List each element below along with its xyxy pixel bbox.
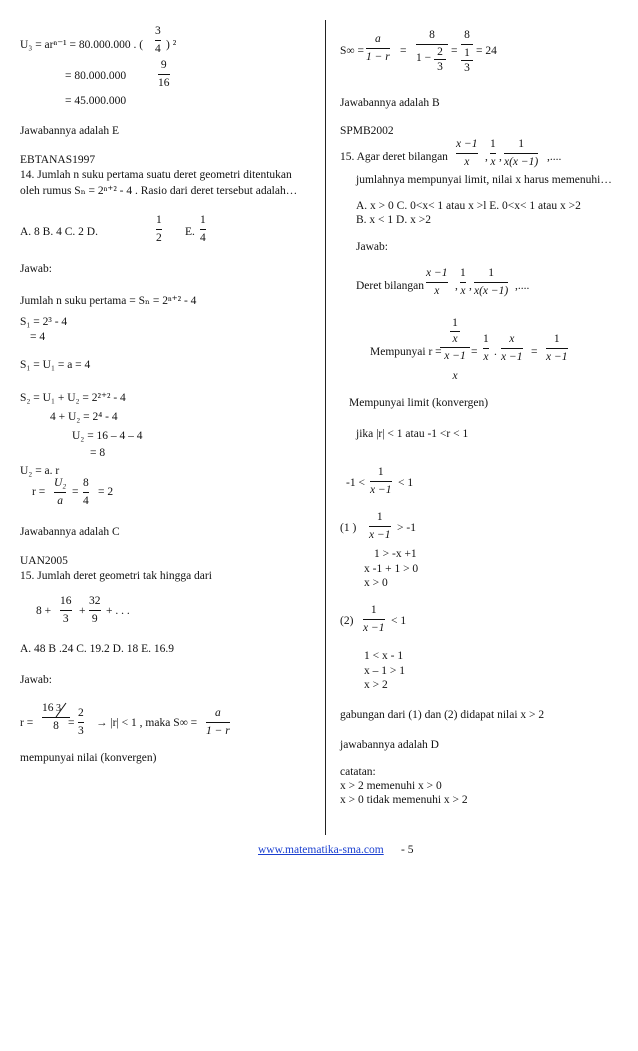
page-number: - 5 [401,844,414,856]
r-fraction-2: 8 4 [83,477,89,507]
r-eq-label: r = [32,486,46,498]
catatan-1: x > 2 memenuhi x > 0 [340,780,442,792]
r-fraction-1: U₂ a [54,477,67,507]
column-divider [325,20,326,835]
spmb-heading: SPMB2002 [340,125,394,137]
s2-line-b: 4 + U₂ = 2⁴ - 4 [50,411,118,423]
case1-tail: > -1 [397,522,416,534]
r2-compound-fraction: 16 3 8 [42,703,70,732]
case2-fraction: 1 x −1 [363,604,385,634]
u3-line1: U₃ = arⁿ⁻¹ = 80.000.000 . ( [20,39,144,51]
jawab-label-right: Jawab: [356,241,388,253]
q14-line2: oleh rumus Sₙ = 2ⁿ⁺² - 4 . Rasio dari deret tersebut adalah… [20,185,298,197]
sinf-label: S∞ = [340,45,364,57]
sinf-fraction-b: 8 1 − 2 3 [416,30,448,72]
r-eq2: = [72,486,79,498]
deret-tail: ,.... [515,280,530,292]
s1-line-b: = 4 [30,331,46,343]
q15-line1: 15. Jumlah deret geometri tak hingga dari [20,570,212,582]
case1-label: (1 ) [340,522,357,534]
q15b-fraction-3: 1 x(x −1) [504,138,539,168]
q14-option-e: E. [185,226,195,238]
q14-option-e-fraction: 1 4 [200,214,206,244]
comma: , [469,280,472,292]
mr-compound-fraction: 1 x x −1 x [440,318,470,382]
q15-fraction-16-3: 16 3 [60,595,72,625]
q14-options: A. 8 B. 4 C. 2 D. [20,226,98,238]
q15-series-end: + . . . [106,605,130,617]
q15-series-plus: + [79,605,86,617]
mr-fraction-4: 1 x −1 [546,333,568,363]
sinf-fraction-c: 8 1 3 [461,30,473,75]
u3-power: ) ² [166,39,177,51]
s2-line-a: S₂ = U₁ + U₂ = 2²⁺² - 4 [20,392,126,404]
mr-fraction-3: x x −1 [501,333,523,363]
mr-dot: . [494,346,497,358]
case1-line4: x > 0 [364,577,388,589]
answer-c: Jawabannya adalah C [20,526,120,538]
ineq-tail: < 1 [398,477,414,489]
q15-options: A. 48 B .24 C. 19.2 D. 18 E. 16.9 [20,643,174,655]
r2-condition: → |r| < 1 , maka S∞ = [96,717,198,729]
q15b-lead: 15. Agar deret bilangan [340,151,448,163]
s1-line-a: S₁ = 2³ - 4 [20,316,68,328]
q14-line1: 14. Jumlah n suku pertama suatu deret geometri ditentukan [20,169,292,181]
ineq-lead: -1 < [346,477,365,489]
sinf-result: = 24 [476,45,497,57]
ineq-fraction: 1 x −1 [370,466,392,496]
u3-line2-fraction: 9 16 [158,59,170,89]
u3-line3: = 45.000.000 [65,95,127,107]
r2-eq2: = [68,717,75,729]
answer-b: Jawabannya adalah B [340,97,440,109]
answer-e: Jawabannya adalah E [20,125,119,137]
s2-line-c: U₂ = 16 – 4 – 4 [72,430,143,442]
mr-eq2: = [531,346,538,358]
r-eq3: = 2 [98,486,114,498]
case2-label: (2) [340,615,354,627]
ebtanas-heading: EBTANAS1997 [20,154,96,166]
r2-fraction-2-3: 2 3 [78,707,84,737]
q15b-fraction-1: x −1 x [456,138,478,168]
u3-line2: = 80.000.000 [65,70,127,82]
gabungan-line: gabungan dari (1) dan (2) didapat nilai x > 2 [340,709,545,721]
case2-tail: < 1 [391,615,407,627]
comma: , [485,151,488,163]
q15b-options-2: B. x < 1 D. x >2 [356,214,431,226]
sn-formula: Jumlah n suku pertama = Sₙ = 2ⁿ⁺² - 4 [20,295,197,307]
case1-line3: x -1 + 1 > 0 [364,563,419,575]
case2-line4: x > 2 [364,679,388,691]
sinf-eq2: = [451,45,458,57]
q15-series-start: 8 + [36,605,52,617]
u2-ar: U₂ = a. r [20,465,60,477]
q15b-tail: ,.... [547,151,562,163]
case2-line2: 1 < x - 1 [364,650,404,662]
slash-mark [54,702,68,718]
mr-eq: = [471,346,478,358]
deret-fraction-2: 1 x [460,267,466,297]
s1-u1-line: S₁ = U₁ = a = 4 [20,359,91,371]
catatan-2: x > 0 tidak memenuhi x > 2 [340,794,468,806]
sinf-fraction-a: a 1 − r [366,33,390,63]
r2-sinf-fraction: a 1 − r [206,707,230,737]
comma: , [499,151,502,163]
q15b-line2: jumlahnya mempunyai limit, nilai x harus memenuhi… [356,174,612,186]
q15b-options-1: A. x > 0 C. 0<x< 1 atau x >l E. 0<x< 1 atau x >2 [356,200,581,212]
uan-heading: UAN2005 [20,555,68,567]
q15-fraction-32-9: 32 9 [89,595,101,625]
s2-line-d: = 8 [90,447,106,459]
konvergen-note: mempunyai nilai (konvergen) [20,752,157,764]
deret-fraction-3: 1 x(x −1) [474,267,509,297]
q14-option-d-fraction: 1 2 [156,214,162,244]
jawab-label-2: Jawab: [20,674,52,686]
sinf-eq: = [400,45,407,57]
u3-fraction: 3 4 [155,25,161,55]
case1-line2: 1 > -x +1 [374,548,417,560]
case2-line3: x – 1 > 1 [364,665,405,677]
mr-lead: Mempunyai r = [370,346,442,358]
q15b-fraction-2: 1 x [490,138,496,168]
deret-lead: Deret bilangan [356,280,425,292]
comma: , [455,280,458,292]
mr-fraction-2: 1 x [483,333,489,363]
r2-eq-label: r = [20,717,34,729]
limit-heading: Mempunyai limit (konvergen) [349,397,489,409]
deret-fraction-1: x −1 x [426,267,448,297]
catatan-label: catatan: [340,766,376,778]
jawab-label: Jawab: [20,263,52,275]
answer-d: jawabannya adalah D [340,739,439,751]
case1-fraction: 1 x −1 [369,511,391,541]
site-link[interactable]: www.matematika-sma.com [258,844,384,856]
jika-condition: jika |r| < 1 atau -1 <r < 1 [356,428,469,440]
